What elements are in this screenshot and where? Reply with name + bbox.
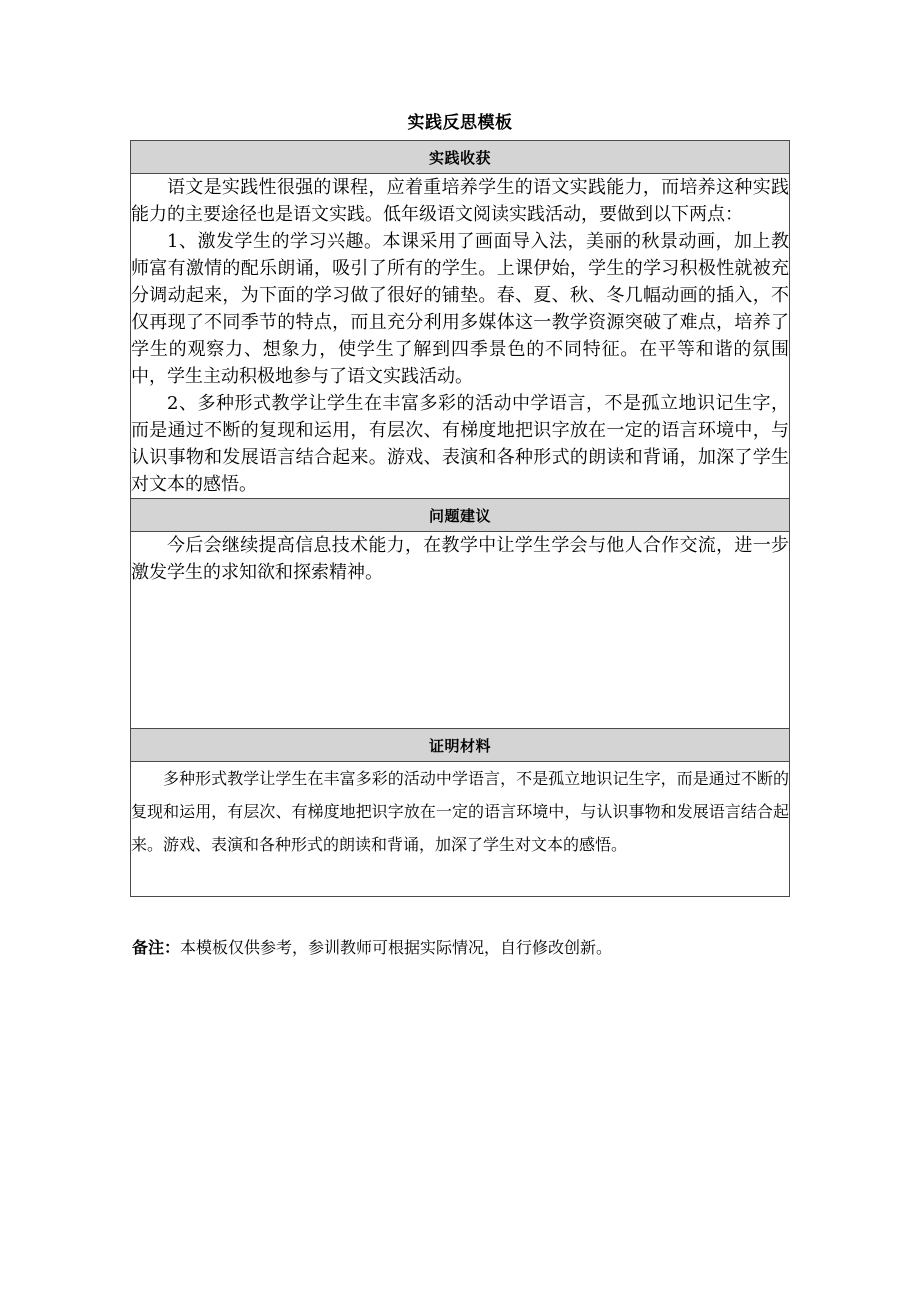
- paragraph: 多种形式教学让学生在丰富多彩的活动中学语言，不是孤立地识记生字，而是通过不断的复现和运用，有层次、有梯度地把识字放在一定的语言环境中，与认识事物和发展语言结合起来。游戏、表演和各种形式的朗读和背诵，加深了学生对文本的感悟。: [131, 769, 789, 854]
- table-row: [131, 499, 790, 532]
- reflection-template-table: [130, 140, 790, 897]
- table-row: [131, 729, 790, 762]
- section-body-harvest: [131, 174, 790, 499]
- table-row: [131, 762, 790, 897]
- section-header-issues: 问题建议: [131, 499, 790, 532]
- footer-note: [132, 937, 792, 959]
- table-row: [131, 174, 790, 499]
- table-row: [131, 532, 790, 729]
- paragraph: 语文是实践性很强的课程，应着重培养学生的语文实践能力，而培养这种实践能力的主要途径也是语文实践。低年级语文阅读实践活动，要做到以下两点：: [131, 177, 789, 225]
- footer-note-text: 本模板仅供参考，参训教师可根据实际情况，自行修改创新。: [180, 938, 613, 957]
- paragraph: 1、激发学生的学习兴趣。本课采用了画面导入法，美丽的秋景动画，加上教师富有激情的配乐朗诵，吸引了所有的学生。上课伊始，学生的学习积极性就被充分调动起来，为下面的学习做了很好的铺垫。春、夏、秋、冬几幅动画的插入，不仅再现了不同季节的特点，而且充分利用多媒体这一教学资源突破了难点，培养了学生的观察力、想象力，使学生了解到四季景色的不同特征。在平等和谐的氛围中，学生主动积极地参与了语文实践活动。: [131, 231, 789, 387]
- table-row: [131, 141, 790, 174]
- section-body-issues: [131, 532, 790, 729]
- paragraph: 今后会继续提高信息技术能力，在教学中让学生学会与他人合作交流，进一步激发学生的求知欲和探索精神。: [131, 535, 789, 583]
- page-title: 实践反思模板: [407, 113, 513, 133]
- section-header-harvest: 实践收获: [131, 141, 790, 174]
- paragraph: 2、多种形式教学让学生在丰富多彩的活动中学语言，不是孤立地识记生字，而是通过不断的复现和运用，有层次、有梯度地把识字放在一定的语言环境中，与认识事物和发展语言结合起来。游戏、表演和各种形式的朗读和背诵，加深了学生对文本的感悟。: [131, 393, 789, 495]
- section-header-evidence: 证明材料: [131, 729, 790, 762]
- section-body-evidence: [131, 762, 790, 897]
- footer-note-label: 备注：: [132, 938, 181, 957]
